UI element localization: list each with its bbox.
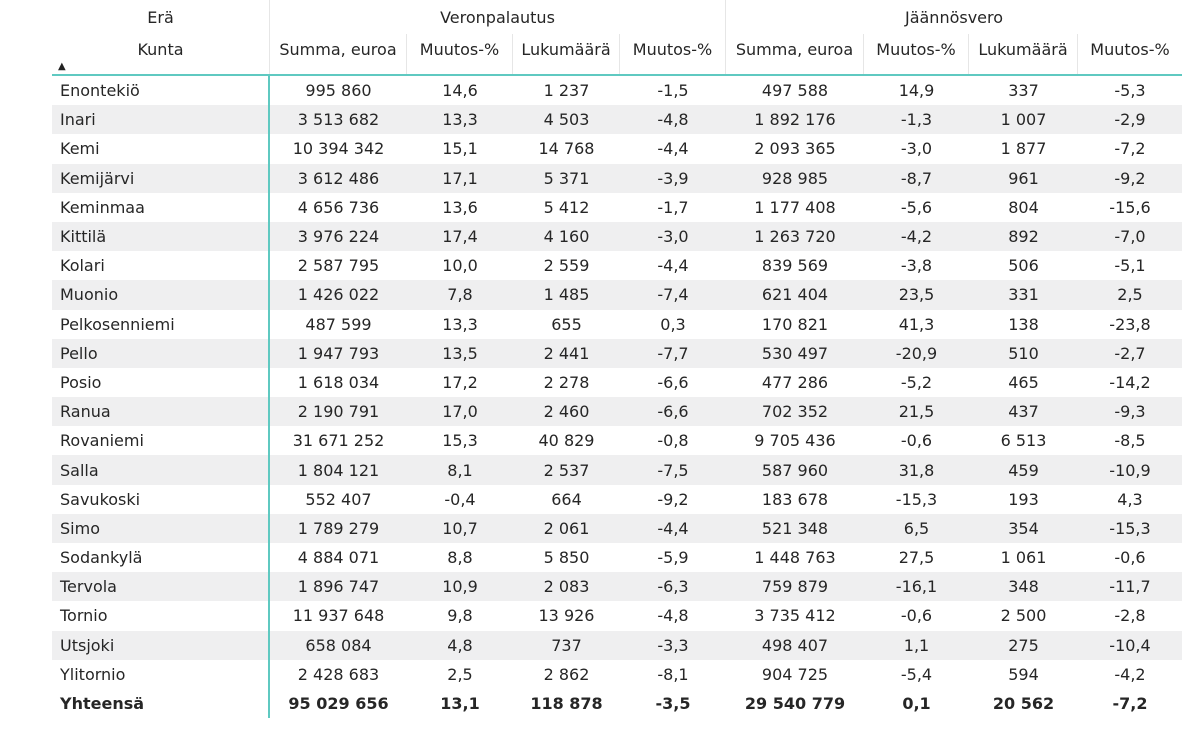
table-cell: 1 877 — [1000, 139, 1047, 159]
table-cell: -4,2 — [1114, 664, 1146, 684]
column-header-kunta[interactable] — [52, 34, 270, 74]
row-header-kunta: Inari — [52, 105, 270, 134]
table-cell: -14,2 — [1109, 372, 1151, 392]
row-header-kunta: Ranua — [52, 397, 270, 426]
table-cell: -10,4 — [1109, 635, 1151, 655]
row-header-kunta: Kolari — [52, 251, 270, 280]
table-cell: 13,6 — [442, 197, 478, 217]
table-cell: -3,0 — [657, 227, 689, 247]
table-cell: 10,9 — [442, 577, 478, 597]
row-header-kunta: Pello — [52, 339, 270, 368]
table-cell: 138 — [1008, 314, 1039, 334]
column-header-lukumaara[interactable]: Lukumäärä — [513, 34, 620, 74]
table-cell: 11 937 648 — [292, 606, 385, 626]
row-header-kunta: Kittilä — [52, 222, 270, 251]
table-cell: -7,0 — [1114, 227, 1146, 247]
table-cell: 702 352 — [761, 402, 829, 422]
row-header-kunta: Posio — [52, 368, 270, 397]
column-header-summa[interactable]: Summa, euroa — [270, 34, 407, 74]
table-row[interactable] — [52, 426, 1182, 455]
table-cell: 40 829 — [538, 431, 595, 451]
table-cell: 961 — [1008, 168, 1039, 188]
table-cell: 465 — [1008, 372, 1039, 392]
table-cell: 9,8 — [447, 606, 473, 626]
column-header-muutos[interactable]: Muutos-% — [407, 34, 513, 74]
table-cell: 183 678 — [761, 489, 829, 509]
table-cell: 1 618 034 — [297, 372, 380, 392]
total-cell: -3,5 — [655, 694, 691, 714]
table-cell: 15,1 — [442, 139, 478, 159]
table-cell: 14 768 — [538, 139, 595, 159]
table-cell: 1 485 — [543, 285, 590, 305]
column-header-row — [52, 34, 1182, 76]
group-header-era[interactable]: Erä — [52, 0, 270, 34]
table-cell: 1 789 279 — [297, 518, 380, 538]
sort-ascending-icon[interactable]: ▲ — [58, 61, 66, 72]
row-header-kunta: Kemijärvi — [52, 164, 270, 193]
group-header-row — [52, 0, 1182, 34]
table-cell: 331 — [1008, 285, 1039, 305]
column-header-muutos[interactable]: Muutos-% — [1090, 40, 1170, 59]
table-cell: -10,9 — [1109, 460, 1151, 480]
table-cell: 5 371 — [543, 168, 590, 188]
table-cell: 1 448 763 — [754, 548, 836, 568]
table-cell: 15,3 — [442, 431, 478, 451]
row-header-kunta: Simo — [52, 514, 270, 543]
table-cell: 928 985 — [761, 168, 829, 188]
table-cell: 1 007 — [1000, 110, 1047, 130]
table-cell: -8,7 — [900, 168, 933, 188]
table-cell: -8,1 — [657, 664, 689, 684]
table-cell: 664 — [551, 489, 582, 509]
table-cell: 2 441 — [543, 343, 590, 363]
table-cell: 31 671 252 — [292, 431, 385, 451]
table-cell: 7,8 — [447, 285, 473, 305]
table-row[interactable] — [52, 222, 1182, 251]
column-header-summa[interactable]: Summa, euroa — [726, 34, 864, 74]
table-cell: -23,8 — [1109, 314, 1151, 334]
row-header-kunta: Salla — [52, 455, 270, 484]
table-cell: 0,3 — [660, 314, 686, 334]
table-cell: 17,1 — [442, 168, 478, 188]
total-cell: 20 562 — [992, 694, 1055, 714]
row-header-kunta: Pelkosenniemi — [52, 310, 270, 339]
table-cell: 1 896 747 — [297, 577, 380, 597]
table-cell: 2 083 — [543, 577, 590, 597]
table-cell: 759 879 — [761, 577, 829, 597]
table-cell: 2 587 795 — [297, 256, 380, 276]
table-cell: 13,3 — [442, 110, 478, 130]
column-header-muutos[interactable]: Muutos-% — [620, 34, 726, 74]
table-cell: -0,4 — [444, 489, 476, 509]
column-header-lukumaara[interactable]: Lukumäärä — [969, 34, 1078, 74]
table-cell: 9 705 436 — [754, 431, 836, 451]
table-cell: -5,3 — [1114, 81, 1146, 101]
table-cell: -4,8 — [657, 606, 689, 626]
total-cell: 29 540 779 — [744, 694, 846, 714]
table-row[interactable] — [52, 164, 1182, 193]
table-cell: -5,9 — [657, 548, 689, 568]
table-cell: 506 — [1008, 256, 1039, 276]
table-cell: 477 286 — [761, 372, 829, 392]
table-cell: 6 513 — [1000, 431, 1047, 451]
table-cell: 552 407 — [305, 489, 372, 509]
table-row[interactable] — [52, 485, 1182, 514]
table-row[interactable] — [52, 631, 1182, 660]
total-cell: 13,1 — [440, 694, 480, 714]
total-label: Yhteensä — [52, 689, 270, 718]
table-cell: 4 160 — [543, 227, 590, 247]
table-row[interactable] — [52, 76, 1182, 105]
table-cell: -16,1 — [895, 577, 938, 597]
table-cell: 2,5 — [447, 664, 473, 684]
table-cell: -4,4 — [657, 518, 689, 538]
table-cell: -7,2 — [1114, 139, 1146, 159]
table-cell: 655 — [551, 314, 582, 334]
table-cell: 2 190 791 — [297, 402, 380, 422]
table-cell: -5,6 — [900, 197, 933, 217]
table-cell: -15,3 — [1109, 518, 1151, 538]
table-cell: 2 537 — [543, 460, 590, 480]
table-cell: 3 735 412 — [754, 606, 836, 626]
table-cell: 2 862 — [543, 664, 590, 684]
table-cell: 498 407 — [761, 635, 829, 655]
table-cell: -5,4 — [900, 664, 933, 684]
table-cell: 2 061 — [543, 518, 590, 538]
table-cell: 4,8 — [447, 635, 473, 655]
table-row[interactable] — [52, 310, 1182, 339]
table-cell: 6,5 — [903, 518, 930, 538]
table-cell: -3,9 — [657, 168, 689, 188]
table-cell: -9,2 — [1114, 168, 1146, 188]
table-cell: 4 656 736 — [297, 197, 380, 217]
row-header-kunta: Keminmaa — [52, 193, 270, 222]
table-cell: 521 348 — [761, 518, 829, 538]
table-cell: 41,3 — [898, 314, 935, 334]
table-cell: 23,5 — [898, 285, 935, 305]
table-row[interactable] — [52, 134, 1182, 163]
table-cell: 4,3 — [1117, 489, 1143, 509]
table-cell: 2 559 — [543, 256, 590, 276]
table-cell: 21,5 — [898, 402, 935, 422]
table-cell: 2 460 — [543, 402, 590, 422]
table-cell: 1,1 — [903, 635, 930, 655]
table-cell: 13,3 — [442, 314, 478, 334]
table-cell: -15,3 — [895, 489, 938, 509]
table-cell: 1 061 — [1000, 548, 1047, 568]
table-cell: -9,2 — [657, 489, 689, 509]
table-row[interactable] — [52, 543, 1182, 572]
table-cell: 487 599 — [305, 314, 372, 334]
table-cell: -0,8 — [657, 431, 689, 451]
table-cell: 170 821 — [761, 314, 829, 334]
table-row[interactable] — [52, 601, 1182, 630]
table-cell: 5 412 — [543, 197, 590, 217]
table-cell: 354 — [1008, 518, 1039, 538]
table-row[interactable] — [52, 193, 1182, 222]
total-row — [52, 689, 1182, 718]
total-cell: 0,1 — [902, 694, 931, 714]
table-cell: -8,5 — [1114, 431, 1146, 451]
table-cell: -7,7 — [657, 343, 689, 363]
table-cell: 510 — [1008, 343, 1039, 363]
table-cell: 658 084 — [305, 635, 372, 655]
table-cell: -3,0 — [900, 139, 933, 159]
table-cell: -3,8 — [900, 256, 933, 276]
row-header-kunta: Sodankylä — [52, 543, 270, 572]
table-cell: 8,1 — [447, 460, 473, 480]
table-cell: 31,8 — [898, 460, 935, 480]
table-row[interactable] — [52, 514, 1182, 543]
table-cell: 4 503 — [543, 110, 590, 130]
table-cell: -11,7 — [1109, 577, 1151, 597]
table-cell: -1,3 — [900, 110, 933, 130]
table-cell: 459 — [1008, 460, 1039, 480]
table-cell: 3 612 486 — [297, 168, 380, 188]
table-cell: 17,4 — [442, 227, 478, 247]
row-header-kunta: Muonio — [52, 280, 270, 309]
table-cell: -1,5 — [657, 81, 689, 101]
table-cell: 10 394 342 — [292, 139, 385, 159]
table-cell: 2 093 365 — [754, 139, 836, 159]
table-row[interactable] — [52, 368, 1182, 397]
row-header-kunta: Tervola — [52, 572, 270, 601]
table-cell: 193 — [1008, 489, 1039, 509]
total-cell: -7,2 — [1112, 694, 1148, 714]
row-header-kunta: Kemi — [52, 134, 270, 163]
table-cell: -20,9 — [895, 343, 938, 363]
table-row[interactable] — [52, 397, 1182, 426]
table-cell: -6,6 — [657, 372, 689, 392]
table-cell: 1 237 — [543, 81, 590, 101]
table-cell: 1 804 121 — [297, 460, 380, 480]
table-cell: -0,6 — [900, 606, 933, 626]
table-cell: 2,5 — [1117, 285, 1143, 305]
table-cell: -0,6 — [1114, 548, 1146, 568]
table-row[interactable] — [52, 105, 1182, 134]
table-cell: 594 — [1008, 664, 1039, 684]
table-cell: 1 426 022 — [297, 285, 380, 305]
row-header-kunta: Savukoski — [52, 485, 270, 514]
table-cell: -7,5 — [657, 460, 689, 480]
table-cell: 587 960 — [761, 460, 829, 480]
table-cell: 530 497 — [761, 343, 829, 363]
total-cell: 118 878 — [530, 694, 603, 714]
table-row[interactable] — [52, 251, 1182, 280]
table-cell: 10,0 — [442, 256, 478, 276]
table-row[interactable] — [52, 339, 1182, 368]
table-row[interactable] — [52, 280, 1182, 309]
table-cell: 497 588 — [761, 81, 829, 101]
tax-table — [52, 0, 1182, 718]
table-cell: 5 850 — [543, 548, 590, 568]
table-row[interactable] — [52, 660, 1182, 689]
column-header-label: Kunta — [137, 40, 184, 59]
table-row[interactable] — [52, 572, 1182, 601]
table-cell: 13,5 — [442, 343, 478, 363]
group-header-veronpalautus[interactable]: Veronpalautus — [270, 0, 726, 34]
table-cell: 10,7 — [442, 518, 478, 538]
table-cell: 904 725 — [761, 664, 829, 684]
row-header-kunta: Utsjoki — [52, 631, 270, 660]
table-cell: -6,3 — [657, 577, 689, 597]
row-header-kunta: Tornio — [52, 601, 270, 630]
table-cell: 2 500 — [1000, 606, 1047, 626]
table-cell: 3 513 682 — [297, 110, 380, 130]
row-header-kunta: Rovaniemi — [52, 426, 270, 455]
table-cell: -0,6 — [900, 431, 933, 451]
table-cell: -4,4 — [657, 139, 689, 159]
table-cell: 1 892 176 — [754, 110, 836, 130]
table-cell: 275 — [1008, 635, 1039, 655]
table-cell: -7,4 — [657, 285, 689, 305]
table-cell: -15,6 — [1109, 197, 1151, 217]
table-cell: -4,2 — [900, 227, 933, 247]
table-body — [52, 76, 1182, 689]
table-cell: 995 860 — [305, 81, 372, 101]
table-cell: 14,6 — [442, 81, 478, 101]
table-cell: 621 404 — [761, 285, 829, 305]
table-cell: 437 — [1008, 402, 1039, 422]
row-header-kunta: Enontekiö — [52, 76, 270, 105]
table-cell: 337 — [1008, 81, 1039, 101]
table-cell: -9,3 — [1114, 402, 1146, 422]
table-cell: 1 263 720 — [754, 227, 836, 247]
table-cell: 4 884 071 — [297, 548, 380, 568]
table-cell: 892 — [1008, 227, 1039, 247]
table-cell: 1 177 408 — [754, 197, 836, 217]
row-header-kunta: Ylitornio — [52, 660, 270, 689]
table-cell: -1,7 — [657, 197, 689, 217]
table-row[interactable] — [52, 455, 1182, 484]
group-header-jaannosvero[interactable]: Jäännösvero — [904, 7, 1004, 27]
table-cell: -2,8 — [1114, 606, 1146, 626]
table-cell: 804 — [1008, 197, 1039, 217]
column-header-muutos[interactable]: Muutos-% — [864, 34, 969, 74]
table-cell: -5,2 — [900, 372, 933, 392]
table-cell: 27,5 — [898, 548, 935, 568]
table-cell: 17,0 — [442, 402, 478, 422]
table-cell: -2,9 — [1114, 110, 1146, 130]
table-cell: -6,6 — [657, 402, 689, 422]
table-cell: 17,2 — [442, 372, 478, 392]
table-cell: 8,8 — [447, 548, 473, 568]
table-cell: -4,8 — [657, 110, 689, 130]
table-cell: 839 569 — [761, 256, 829, 276]
table-cell: -5,1 — [1114, 256, 1146, 276]
table-cell: -3,3 — [657, 635, 689, 655]
table-cell: -2,7 — [1114, 343, 1146, 363]
table-cell: 13 926 — [538, 606, 595, 626]
table-cell: 3 976 224 — [297, 227, 380, 247]
total-cell: 95 029 656 — [288, 694, 389, 714]
table-cell: 2 428 683 — [297, 664, 380, 684]
table-cell: 348 — [1008, 577, 1039, 597]
table-cell: 1 947 793 — [297, 343, 380, 363]
table-cell: 737 — [551, 635, 582, 655]
table-cell: -4,4 — [657, 256, 689, 276]
table-cell: 2 278 — [543, 372, 590, 392]
table-cell: 14,9 — [898, 81, 935, 101]
